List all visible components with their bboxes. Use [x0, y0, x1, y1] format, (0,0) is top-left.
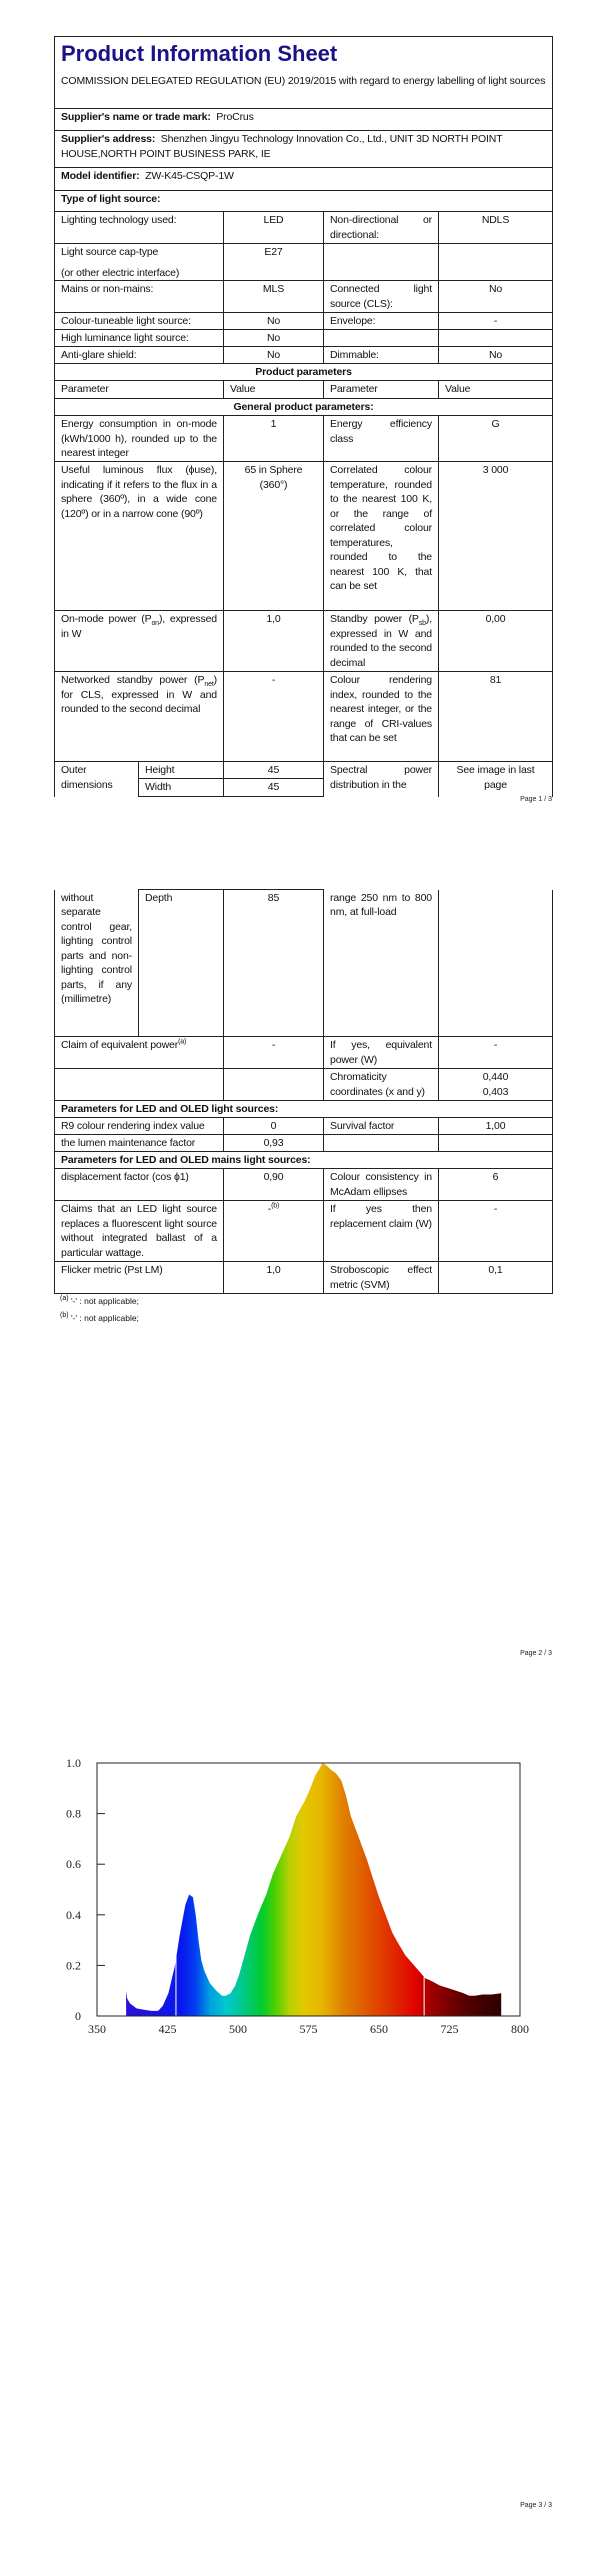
chromaticity-x: 0,440 — [482, 1071, 509, 1083]
mains-label: Mains or non-mains: — [55, 281, 224, 313]
footnote-text: '-' : not applicable; — [70, 1296, 139, 1306]
tuneable-value: No — [224, 313, 324, 330]
label-text: On-mode power (P — [61, 613, 152, 625]
equivalent-power-label: If yes, equivalent power (W) — [324, 1037, 439, 1069]
footnote-mark: (a) — [60, 1295, 69, 1303]
cct-value: 3 000 — [439, 462, 553, 611]
empty-cell — [439, 330, 553, 347]
cap-type-label — [55, 244, 224, 281]
model-row — [55, 168, 553, 191]
footnote-mark: (b) — [60, 1312, 69, 1320]
lighting-tech-value: LED — [224, 212, 324, 244]
flicker-value: 1,0 — [224, 1262, 324, 1294]
empty-cell — [439, 244, 553, 281]
efficiency-class-value: G — [439, 416, 553, 462]
cri-value: 81 — [439, 672, 553, 762]
subscript: on — [151, 620, 159, 628]
flicker-label: Flicker metric (Pst LM) — [55, 1262, 224, 1294]
spd-label-cont: range 250 nm to 800 nm, at full-load — [324, 890, 439, 1037]
y-tick-label: 1.0 — [66, 1756, 81, 1770]
cls-label: Connected light source (CLS): — [324, 281, 439, 313]
depth-label: Depth — [139, 890, 224, 1037]
height-value: 45 — [224, 762, 324, 779]
column-header: Value — [439, 381, 553, 399]
chromaticity-y: 0,403 — [482, 1085, 509, 1098]
empty-cell — [324, 1135, 439, 1152]
displacement-value: 0,90 — [224, 1169, 324, 1201]
supplier-label: Supplier's name or trade mark: — [61, 111, 211, 123]
column-header: Parameter — [324, 381, 439, 399]
directional-value: NDLS — [439, 212, 553, 244]
x-tick-label: 575 — [299, 2022, 318, 2036]
networked-standby-label — [55, 672, 224, 762]
envelope-value: - — [439, 313, 553, 330]
supplier-value: ProCrus — [216, 111, 254, 123]
regulation-text: COMMISSION DELEGATED REGULATION (EU) 2019/2015 with regard to energy labelling of light sources — [61, 75, 546, 87]
footnote-ref: (b) — [271, 1202, 280, 1210]
subscript: net — [204, 681, 214, 689]
value-text: - — [267, 1203, 272, 1215]
high-luminance-value: No — [224, 330, 324, 347]
page-title: Product Information Sheet — [61, 41, 338, 66]
displacement-label: displacement factor (cos ϕ1) — [55, 1169, 224, 1201]
x-tick-label: 500 — [229, 2022, 247, 2036]
cls-value: No — [439, 281, 553, 313]
standby-power-value: 0,00 — [439, 611, 553, 672]
standby-power-label — [324, 611, 439, 672]
outer-dimensions-label: Outer dimensions — [55, 762, 139, 797]
empty-cell — [439, 890, 553, 1037]
dimmable-value: No — [439, 347, 553, 364]
x-tick-label: 425 — [158, 2022, 177, 2036]
label-text: Networked standby power (P — [61, 674, 205, 686]
empty-cell — [324, 330, 439, 347]
high-luminance-label: High luminance light source: — [55, 330, 224, 347]
anti-glare-value: No — [224, 347, 324, 364]
mains-value: MLS — [224, 281, 324, 313]
x-tick-label: 800 — [511, 2022, 529, 2036]
depth-value: 85 — [224, 890, 324, 1037]
product-info-table-page2 — [54, 889, 553, 1294]
spd-value: See image in last page — [439, 762, 553, 797]
anti-glare-label: Anti-glare shield: — [55, 347, 224, 364]
cap-type-value: E27 — [224, 244, 324, 281]
led-heading: Parameters for LED and OLED light sources: — [55, 1101, 553, 1118]
lighting-tech-label: Lighting technology used: — [55, 212, 224, 244]
y-tick-label: 0.6 — [66, 1857, 81, 1872]
replacement-value: - — [439, 1201, 553, 1262]
label-text: ), expressed in W and rounded to the second decimal — [330, 613, 432, 669]
flux-label: Useful luminous flux (ϕuse), indicating if it refers to the flux in a sphere (360º), in a wide cone (120º) or in a narrow cone (90º) — [55, 462, 224, 611]
page-number: Page 3 / 3 — [520, 2502, 552, 2509]
empty-cell — [324, 244, 439, 281]
empty-cell — [55, 1069, 224, 1101]
footnote-ref: (a) — [178, 1038, 187, 1046]
height-label: Height — [139, 762, 224, 779]
label-text: Standby power (P — [330, 613, 419, 625]
column-header: Value — [224, 381, 324, 399]
x-tick-label: 725 — [440, 2022, 459, 2036]
y-tick-label: 0 — [75, 2009, 81, 2023]
address-row — [55, 131, 553, 168]
equivalent-claim-value: - — [224, 1037, 324, 1069]
networked-standby-value: - — [224, 672, 324, 762]
mains-heading: Parameters for LED and OLED mains light sources: — [55, 1152, 553, 1169]
svm-value: 0,1 — [439, 1262, 553, 1294]
width-value: 45 — [224, 779, 324, 797]
product-info-table-page1 — [54, 36, 553, 797]
type-heading: Type of light source: — [55, 191, 553, 212]
address-label: Supplier's address: — [61, 133, 156, 145]
chromaticity-label: Chromaticity coordinates (x and y) — [324, 1069, 439, 1101]
chromaticity-value — [439, 1069, 553, 1101]
y-tick-label: 0.8 — [66, 1806, 81, 1821]
fluorescent-claim-label: Claims that an LED light source replaces a fluorescent light source without integrated ballast of a particular wattage. — [55, 1201, 224, 1262]
equivalent-claim-label — [55, 1037, 224, 1069]
on-mode-power-label — [55, 611, 224, 672]
cap-type-label-line1: Light source cap-type — [61, 246, 159, 258]
cct-label: Correlated colour temperature, rounded to the nearest 100 K, or the range of correlated colour temperatures, rounded to the nearest 100 K, that can be set — [324, 462, 439, 611]
tuneable-label: Colour-tuneable light source: — [55, 313, 224, 330]
model-value: ZW-K45-CSQP-1W — [145, 170, 234, 182]
empty-cell — [224, 1069, 324, 1101]
spectral-power-chart — [0, 1740, 603, 2050]
y-tick-label: 0.4 — [66, 1907, 81, 1922]
fluorescent-claim-value — [224, 1201, 324, 1262]
width-label: Width — [139, 779, 224, 797]
efficiency-class-label: Energy efficiency class — [324, 416, 439, 462]
r9-value: 0 — [224, 1118, 324, 1135]
survival-value: 1,00 — [439, 1118, 553, 1135]
energy-consumption-label: Energy consumption in on-mode (kWh/1000 h), rounded up to the nearest integer — [55, 416, 224, 462]
directional-label: Non-directional or directional: — [324, 212, 439, 244]
replacement-label: If yes then replacement claim (W) — [324, 1201, 439, 1262]
label-text: ), expressed in W — [61, 613, 217, 640]
lumen-maintenance-label: the lumen maintenance factor — [55, 1135, 224, 1152]
footnote-text: '-' : not applicable; — [70, 1313, 139, 1323]
model-label: Model identifier: — [61, 170, 140, 182]
empty-cell — [439, 1135, 553, 1152]
x-tick-label: 650 — [370, 2022, 388, 2036]
x-tick-label: 350 — [88, 2022, 106, 2036]
energy-consumption-value: 1 — [224, 416, 324, 462]
label-text: ) for CLS, expressed in W and rounded to the second decimal — [61, 674, 217, 715]
flux-value: 65 in Sphere (360°) — [224, 462, 324, 611]
on-mode-power-value: 1,0 — [224, 611, 324, 672]
product-params-heading: Product parameters — [55, 364, 553, 381]
general-heading: General product parameters: — [55, 399, 553, 416]
y-tick-label: 0.2 — [66, 1958, 81, 1973]
page-number: Page 1 / 3 — [520, 796, 552, 803]
subscript: sb — [418, 620, 426, 628]
label-text: Claim of equivalent power — [61, 1039, 179, 1051]
consistency-value: 6 — [439, 1169, 553, 1201]
outer-dimensions-label-cont: without separate control gear, lighting control parts and non-lighting control parts, if any (millimetre) — [55, 890, 139, 1037]
svm-label: Stroboscopic effect metric (SVM) — [324, 1262, 439, 1294]
envelope-label: Envelope: — [324, 313, 439, 330]
equivalent-power-value: - — [439, 1037, 553, 1069]
r9-label: R9 colour rendering index value — [55, 1118, 224, 1135]
cap-type-label-line2: (or other electric interface) — [61, 266, 180, 279]
footnote — [60, 1313, 139, 1323]
page-number: Page 2 / 3 — [520, 1650, 552, 1657]
survival-label: Survival factor — [324, 1118, 439, 1135]
header-cell — [55, 37, 553, 109]
address-value: Shenzhen Jingyu Technology Innovation Co., Ltd., UNIT 3D NORTH POINT HOUSE,NORTH POINT BUSINESS PARK, IE — [61, 133, 503, 160]
column-header: Parameter — [55, 381, 224, 399]
cri-label: Colour rendering index, rounded to the nearest integer, or the range of CRI-values that can be set — [324, 672, 439, 762]
spectrum-area — [126, 1763, 501, 2016]
spd-label: Spectral power distribution in the — [324, 762, 439, 797]
lumen-maintenance-value: 0,93 — [224, 1135, 324, 1152]
dimmable-label: Dimmable: — [324, 347, 439, 364]
consistency-label: Colour consistency in McAdam ellipses — [324, 1169, 439, 1201]
supplier-row — [55, 109, 553, 131]
footnote — [60, 1296, 139, 1306]
